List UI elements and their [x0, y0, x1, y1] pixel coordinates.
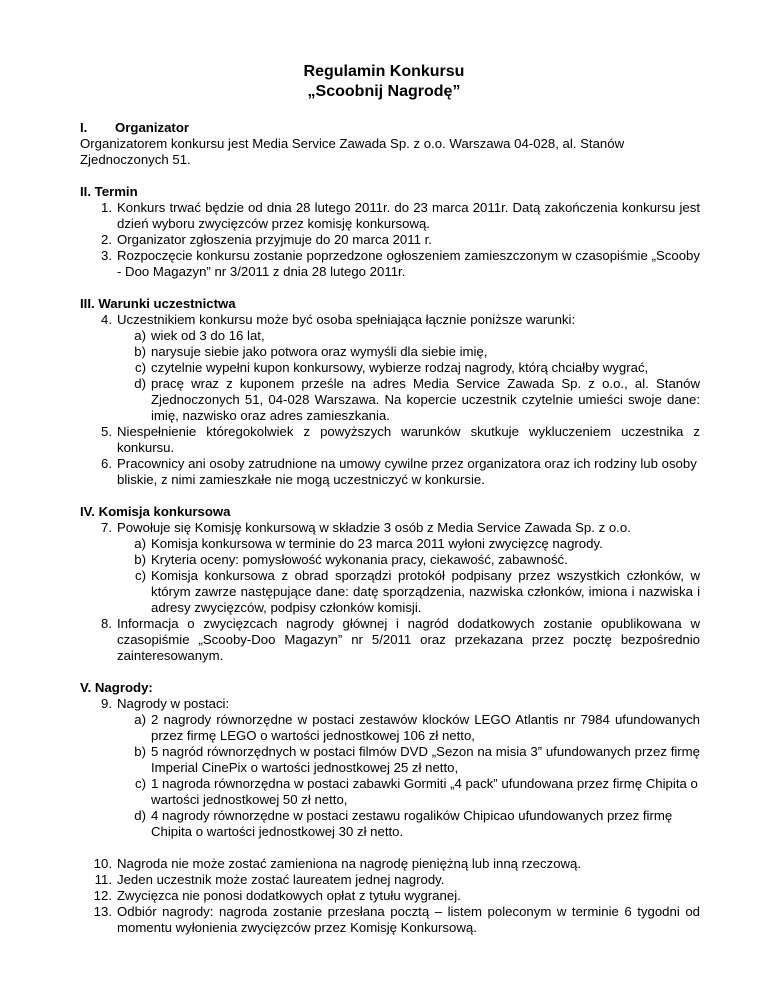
- item-number: 2.: [101, 232, 112, 247]
- subitem-text: narysuje siebie jako potwora oraz wymyśli dla siebie imię,: [151, 344, 488, 359]
- item-number: 13.: [93, 904, 112, 919]
- subitem-letter: d): [134, 808, 146, 823]
- item-number: 10.: [93, 856, 112, 871]
- document-title: [0, 62, 768, 102]
- sublist-item: [80, 536, 700, 552]
- item-number: 7.: [101, 520, 112, 535]
- section-organizer: [80, 120, 700, 168]
- list-item: [80, 200, 700, 232]
- subitem-letter: d): [134, 376, 146, 391]
- sublist-item: [80, 344, 700, 360]
- title-line-1: Regulamin Konkursu: [303, 63, 465, 80]
- item-number: 9.: [101, 696, 112, 711]
- item-text: Zwycięzca nie ponosi dodatkowych opłat z tytułu wygranej.: [117, 888, 461, 903]
- item-text: Informacja o zwycięzcach nagrody głównej i nagród dodatkowych zostanie opublikowana w czasopiśmie „Scooby-Doo Magazyn” nr 5/2011 oraz przekazana przez pocztę bezpośrednio zainteresowanym.: [117, 616, 700, 663]
- list-item: [80, 904, 700, 936]
- prizes-rules-list: [80, 856, 700, 936]
- item-text: Jeden uczestnik może zostać laureatem jednej nagrody.: [117, 872, 445, 887]
- section-title: Organizator: [115, 120, 190, 135]
- subitem-letter: c): [135, 568, 146, 583]
- section-prizes: [80, 680, 700, 936]
- item-text: Nagrody w postaci:: [117, 696, 230, 711]
- item-text: Rozpoczęcie konkursu zostanie poprzedzone ogłoszeniem zamieszczonym w czasopiśmie „Scooby - Doo Magazyn” nr 3/2011 z dnia 28 lutego 2011r.: [117, 248, 700, 279]
- subitem-letter: a): [134, 328, 146, 343]
- subitem-letter: a): [134, 712, 146, 727]
- item-number: 3.: [101, 248, 112, 263]
- section-heading: V. Nagrody:: [80, 680, 153, 695]
- item-text: Konkurs trwać będzie od dnia 28 lutego 2011r. do 23 marca 2011r. Datą zakończenia konkursu jest dzień wyboru zwycięzców przez komisję konkursową.: [117, 200, 700, 231]
- subitem-text: 5 nagród równorzędnych w postaci filmów DVD „Sezon na misia 3” ufundowanych przez firmę Imperial CinePix o wartości jednostkowej 25 zł netto,: [151, 744, 700, 775]
- subitem-letter: b): [134, 344, 146, 359]
- section-conditions: [80, 296, 700, 488]
- list-item: [80, 520, 700, 536]
- list-item: [80, 456, 700, 488]
- subitem-text: Komisja konkursowa z obrad sporządzi protokół podpisany przez wszystkich członków, w którym zawrze następujące dane: datę sporządzenia, nazwiska członków, imiona i nazwiska i adresy zwycięzców, podpisy członków komisji.: [151, 568, 700, 615]
- subitem-letter: c): [135, 776, 146, 791]
- subitem-letter: c): [135, 360, 146, 375]
- list-item: [80, 856, 700, 872]
- section-commission: [80, 504, 700, 664]
- subitem-text: Kryteria oceny: pomysłowość wykonania pracy, ciekawość, zabawność.: [151, 552, 568, 567]
- subitem-text: pracę wraz z kuponem prześle na adres Media Service Zawada Sp. z o.o., al. Stanów Zjednoczonych 51, 04-028 Warszawa. Na kopercie uczestnik czytelnie umieści swoje dane: imię, nazwisko oraz adres zamieszkania.: [151, 376, 700, 423]
- section-heading: IV. Komisja konkursowa: [80, 504, 231, 519]
- item-text: Niespełnienie któregokolwiek z powyższych warunków skutkuje wykluczeniem uczestnika z konkursu.: [117, 424, 700, 455]
- spacer: [80, 840, 700, 856]
- item-number: 1.: [101, 200, 112, 215]
- item-text: Organizator zgłoszenia przyjmuje do 20 marca 2011 r.: [117, 232, 432, 247]
- list-item: [80, 888, 700, 904]
- subitem-letter: b): [134, 552, 146, 567]
- item-number: 8.: [101, 616, 112, 631]
- item-text: Pracownicy ani osoby zatrudnione na umowy cywilne przez organizatora oraz ich rodziny lub osoby bliskie, z nimi zamieszkałe nie mogą uczestniczyć w konkursie.: [117, 456, 697, 487]
- sublist-item: [80, 360, 700, 376]
- document-body: [80, 120, 700, 952]
- sublist-item: [80, 808, 700, 840]
- sublist-item: [80, 744, 700, 776]
- item-text: Nagroda nie może zostać zamieniona na nagrodę pieniężną lub inną rzeczową.: [117, 856, 582, 871]
- sublist-item: [80, 712, 700, 744]
- subitem-text: 2 nagrody równorzędne w postaci zestawów klocków LEGO Atlantis nr 7984 ufundowanych przez firmę LEGO o wartości jednostkowej 106 zł netto,: [151, 712, 700, 743]
- section-heading: III. Warunki uczestnictwa: [80, 296, 236, 311]
- subitem-text: czytelnie wypełni kupon konkursowy, wybierze rodzaj nagrody, którą chciałby wygrać,: [151, 360, 649, 375]
- list-item: [80, 424, 700, 456]
- subitem-text: 1 nagroda równorzędna w postaci zabawki Gormiti „4 pack” ufundowana przez firmę Chipita o wartości jednostkowej 50 zł netto,: [151, 776, 698, 807]
- list-item: [80, 312, 700, 328]
- subitem-letter: b): [134, 744, 146, 759]
- item-number: 12.: [93, 888, 112, 903]
- list-item: [80, 616, 700, 664]
- conditions-sublist: [80, 328, 700, 424]
- section-term: [80, 184, 700, 280]
- item-text: Uczestnikiem konkursu może być osoba spełniająca łącznie poniższe warunki:: [117, 312, 576, 327]
- section-heading: [80, 120, 700, 136]
- item-number: 5.: [101, 424, 112, 439]
- title-line-2: „Scoobnij Nagrodę”: [307, 83, 461, 100]
- prizes-sublist: [80, 712, 700, 840]
- list-item: [80, 872, 700, 888]
- item-number: 11.: [94, 872, 112, 887]
- list-item: [80, 232, 700, 248]
- sublist-item: [80, 568, 700, 616]
- subitem-text: Komisja konkursowa w terminie do 23 marca 2011 wyłoni zwycięzcę nagrody.: [151, 536, 603, 551]
- list-item: [80, 248, 700, 280]
- sublist-item: [80, 776, 700, 808]
- term-list: [80, 200, 700, 280]
- list-item: [80, 696, 700, 712]
- sublist-item: [80, 376, 700, 424]
- sublist-item: [80, 552, 700, 568]
- subitem-letter: a): [134, 536, 146, 551]
- commission-sublist: [80, 536, 700, 616]
- subitem-text: wiek od 3 do 16 lat,: [151, 328, 265, 343]
- item-text: Powołuje się Komisję konkursową w składzie 3 osób z Media Service Zawada Sp. z o.o.: [117, 520, 631, 535]
- item-text: Odbiór nagrody: nagroda zostanie przesłana pocztą – listem poleconym w terminie 6 tygodni od momentu wyłonienia zwycięzców przez Komisję Konkursową.: [117, 904, 700, 935]
- item-number: 6.: [101, 456, 112, 471]
- section-heading: II. Termin: [80, 184, 138, 199]
- item-number: 4.: [101, 312, 112, 327]
- organizer-text: Organizatorem konkursu jest Media Service Zawada Sp. z o.o. Warszawa 04-028, al. Stanów Zjednoczonych 51.: [80, 136, 625, 167]
- section-number: I.: [80, 120, 88, 135]
- subitem-text: 4 nagrody równorzędne w postaci zestawu rogalików Chipicao ufundowanych przez firmę Chipita o wartości jednostkowej 30 zł netto.: [151, 808, 673, 839]
- sublist-item: [80, 328, 700, 344]
